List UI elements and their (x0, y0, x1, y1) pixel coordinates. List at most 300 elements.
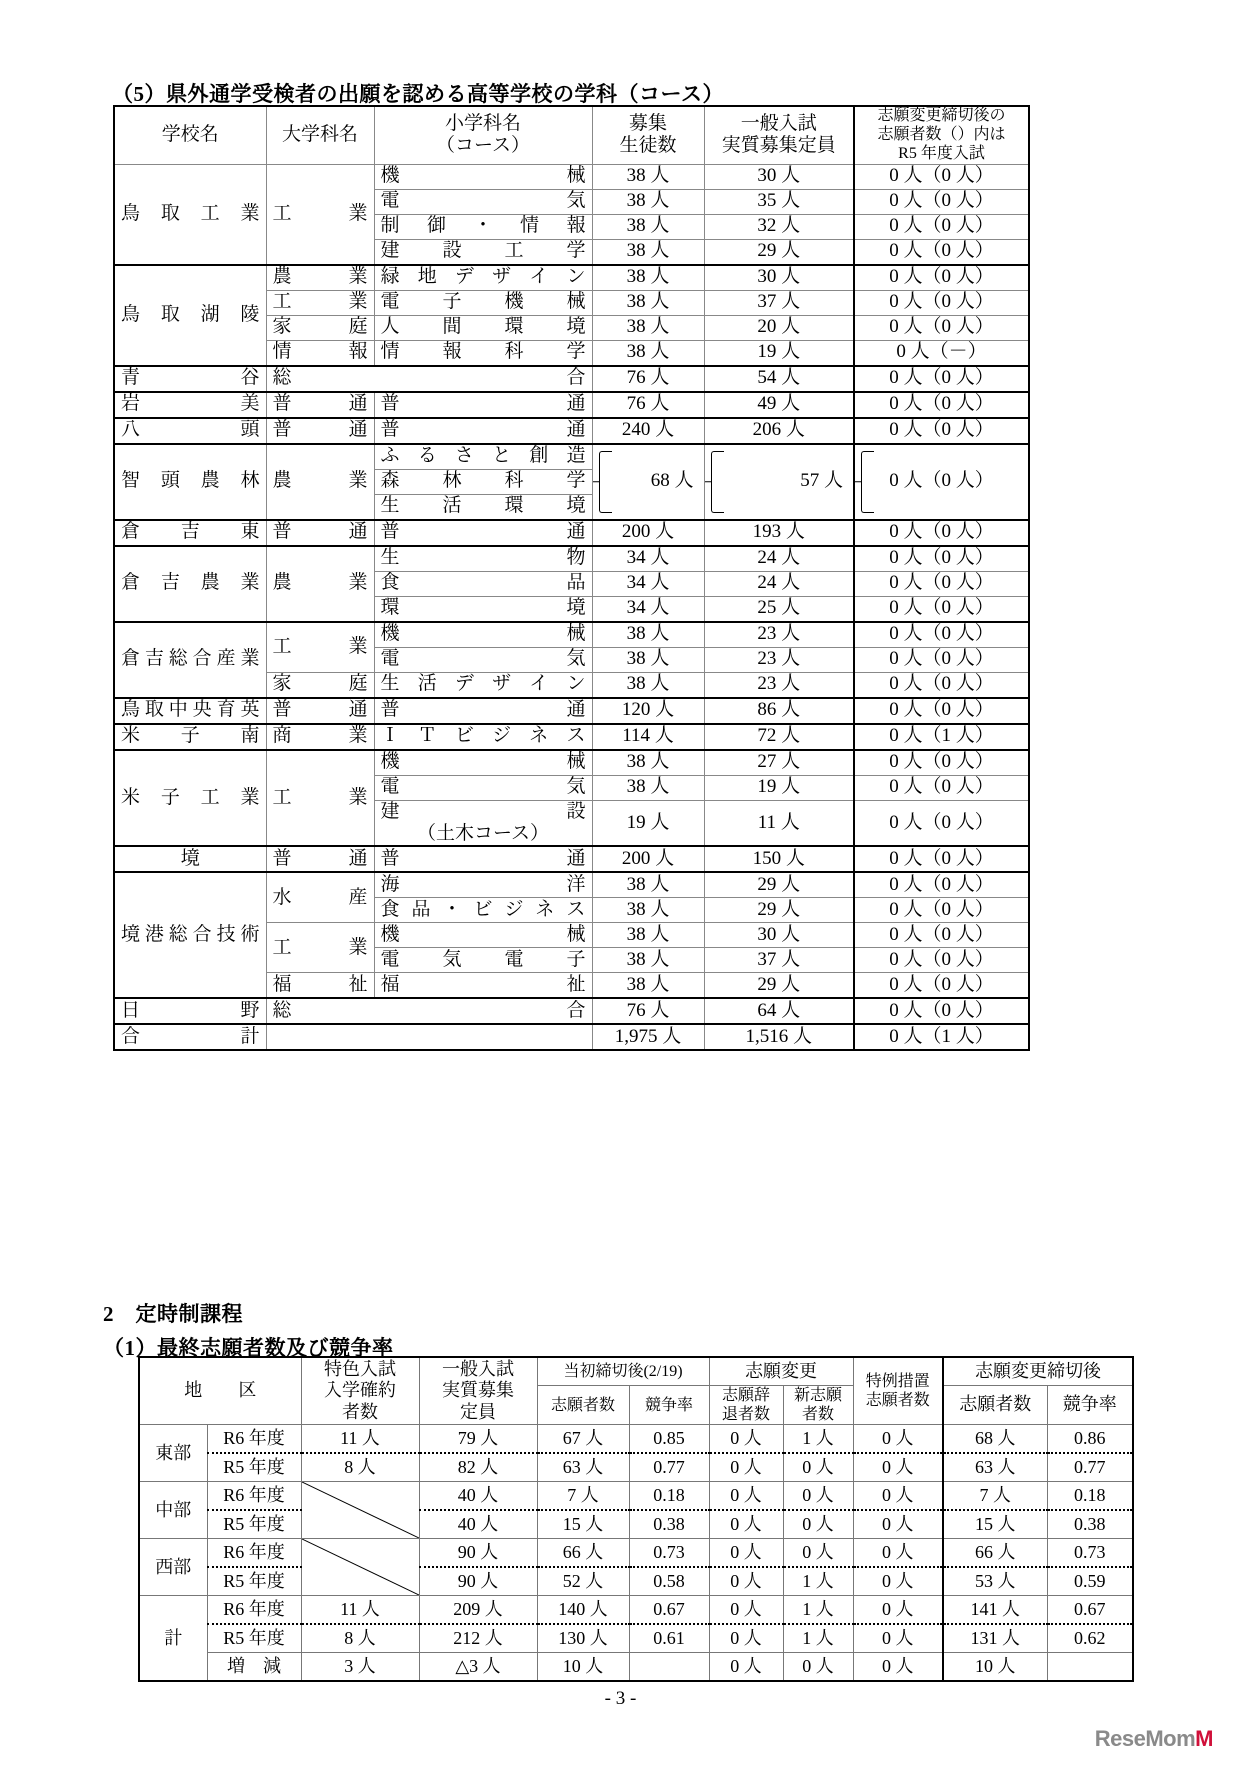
t2-cell-year: R6 年度 (207, 1482, 301, 1511)
cell-after: 0 人（0 人） (854, 800, 1029, 846)
t2-cell-withdraw: 0 人 (709, 1539, 783, 1568)
header-capacity-line1: 募集 (628, 112, 667, 134)
cell-capacity: 120 人 (592, 698, 704, 724)
cell-quota: 30 人 (704, 164, 854, 189)
header-quota-line1: 一般入試 (740, 112, 817, 134)
cell-minor: 環 境 (374, 596, 592, 622)
cell-minor: 緑 地 デ ザ イ ン (374, 265, 592, 291)
cell-minor: 生 活 デ ザ イ ン (374, 672, 592, 698)
cell-capacity: 38 人 (592, 872, 704, 898)
cell-minor: 機 械 (374, 164, 592, 189)
t2-row (139, 1624, 1133, 1653)
cell-minor: 普 通 (374, 698, 592, 724)
cell-major: 工 業 (266, 622, 374, 673)
t2-cell-final-applicants: 131 人 (943, 1624, 1047, 1653)
t2-cell-newapplicants: 1 人 (783, 1624, 853, 1653)
cell-total-blank (266, 1024, 592, 1050)
cell-capacity: 38 人 (592, 898, 704, 923)
cell-capacity: 76 人 (592, 998, 704, 1024)
t2-cell-withdraw: 0 人 (709, 1596, 783, 1625)
cell-major: 農 業 (266, 444, 374, 520)
cell-quota: 24 人 (704, 571, 854, 596)
cell-minor: 電 気 (374, 647, 592, 672)
cell-quota: 23 人 (704, 672, 854, 698)
table-row (114, 724, 1029, 750)
cell-minor: 電 気 (374, 775, 592, 800)
cell-major: 普 通 (266, 846, 374, 872)
t2-cell-tokushoku (301, 1539, 419, 1596)
cell-capacity: 19 人 (592, 800, 704, 846)
header-capacity-line2: 生徒数 (619, 135, 677, 157)
header-minor-line2: （コース） (435, 135, 531, 157)
part-time-course-applicants-table (138, 1356, 1134, 1682)
cell-school: 青 谷 (114, 366, 266, 392)
watermark-text: ReseMom (1094, 1726, 1196, 1751)
page-number: - 3 - (604, 1688, 637, 1709)
cell-school: 日 野 (114, 998, 266, 1024)
t2-cell-initial-applicants: 66 人 (537, 1539, 629, 1568)
cell-minor: 建 設 工 学 (374, 239, 592, 265)
cell-capacity: 38 人 (592, 750, 704, 776)
cell-after: 0 人（0 人） (854, 998, 1029, 1024)
table-row (114, 418, 1029, 444)
t2-cell-final-applicants: 10 人 (943, 1653, 1047, 1682)
t2-cell-ippan: △3 人 (419, 1653, 537, 1682)
cell-after: 0 人（0 人） (854, 265, 1029, 291)
cell-quota: 23 人 (704, 647, 854, 672)
table-row (114, 750, 1029, 776)
t2-cell-newapplicants: 0 人 (783, 1453, 853, 1482)
t2-cell-ippan: 40 人 (419, 1482, 537, 1511)
t2-header-newapplicants (783, 1386, 853, 1425)
t2-cell-area: 西部 (139, 1539, 207, 1596)
cell-major: 工 業 (266, 290, 374, 315)
cell-capacity: 38 人 (592, 164, 704, 189)
t2-cell-tokushoku (301, 1482, 419, 1539)
t2-row (139, 1453, 1133, 1482)
table-row (114, 698, 1029, 724)
cell-quota: 30 人 (704, 923, 854, 948)
cell-quota: 30 人 (704, 265, 854, 291)
cell-capacity: 38 人 (592, 672, 704, 698)
t2-cell-final-applicants: 7 人 (943, 1482, 1047, 1511)
cell-major: 農 業 (266, 546, 374, 622)
t2-cell-special: 0 人 (853, 1539, 943, 1568)
cell-quota: 19 人 (704, 775, 854, 800)
t2-cell-initial-ratio: 0.73 (629, 1539, 709, 1568)
t2-ippan-l3: 定員 (460, 1401, 496, 1422)
t2-row (139, 1567, 1133, 1596)
t2-header-change: 志願変更 (709, 1357, 853, 1386)
t2-cell-year: R6 年度 (207, 1539, 301, 1568)
cell-after: 0 人（0 人） (854, 872, 1029, 898)
cell-quota: 29 人 (704, 898, 854, 923)
t2-cell-ippan: 209 人 (419, 1596, 537, 1625)
cell-major: 家 庭 (266, 672, 374, 698)
t2-cell-tokushoku: 11 人 (301, 1596, 419, 1625)
cell-minor: 機 械 (374, 750, 592, 776)
t2-cell-initial-applicants: 140 人 (537, 1596, 629, 1625)
t2-withdraw-l2: 退者数 (721, 1406, 770, 1424)
cell-major: 普 通 (266, 418, 374, 444)
cell-quota: 29 人 (704, 872, 854, 898)
cell-minor: 情 報 科 学 (374, 340, 592, 366)
cell-after: 0 人（0 人） (854, 647, 1029, 672)
t2-cell-final-ratio: 0.62 (1047, 1624, 1133, 1653)
t2-cell-final-ratio: 0.73 (1047, 1539, 1133, 1568)
t2-cell-ippan: 40 人 (419, 1510, 537, 1539)
cell-total-after: 0 人（1 人） (854, 1024, 1029, 1050)
cell-minor: 普 通 (374, 520, 592, 546)
t2-cell-final-ratio: 0.18 (1047, 1482, 1133, 1511)
t2-cell-area: 中部 (139, 1482, 207, 1539)
t2-cell-final-ratio: 0.38 (1047, 1510, 1133, 1539)
t2-newapp-l2: 者数 (801, 1406, 834, 1424)
header-minor-line1: 小学科名 (444, 112, 521, 134)
section-2-1-title: （1）最終志願者数及び競争率 (103, 1336, 394, 1360)
cell-quota: 11 人 (704, 800, 854, 846)
t2-cell-withdraw: 0 人 (709, 1624, 783, 1653)
t2-cell-withdraw: 0 人 (709, 1567, 783, 1596)
t2-header-initial-applicants: 志願者数 (537, 1386, 629, 1425)
cell-quota: 206 人 (704, 418, 854, 444)
t2-cell-special: 0 人 (853, 1624, 943, 1653)
t2-cell-year: 増 減 (207, 1653, 301, 1682)
t2-cell-special: 0 人 (853, 1510, 943, 1539)
cell-minor: 電 子 機 械 (374, 290, 592, 315)
cell-quota: 86 人 (704, 698, 854, 724)
cell-capacity: 38 人 (592, 647, 704, 672)
t2-cell-final-ratio: 0.77 (1047, 1453, 1133, 1482)
cell-capacity: 38 人 (592, 340, 704, 366)
cell-quota: 37 人 (704, 290, 854, 315)
cell-school: 倉 吉 農 業 (114, 546, 266, 622)
cell-after: 0 人（0 人） (854, 698, 1029, 724)
t2-header-tokushoku (301, 1357, 419, 1425)
header-after-change (854, 106, 1029, 164)
table-row (114, 998, 1029, 1024)
t2-cell-year: R5 年度 (207, 1510, 301, 1539)
cell-capacity: 38 人 (592, 622, 704, 648)
t2-header-final-ratio: 競争率 (1047, 1386, 1133, 1425)
t2-cell-newapplicants: 0 人 (783, 1539, 853, 1568)
cell-major: 工 業 (266, 164, 374, 265)
cell-capacity: 38 人 (592, 189, 704, 214)
cell-major: 情 報 (266, 340, 374, 366)
cell-school: 智 頭 農 林 (114, 444, 266, 520)
t2-special-l2: 志願者数 (865, 1392, 930, 1410)
cell-minor: 人 間 環 境 (374, 315, 592, 340)
cell-capacity: 34 人 (592, 546, 704, 572)
cell-capacity: 76 人 (592, 366, 704, 392)
cell-school: 境 (114, 846, 266, 872)
t2-cell-initial-applicants: 7 人 (537, 1482, 629, 1511)
cell-after: 0 人（0 人） (854, 571, 1029, 596)
t2-cell-final-ratio: 0.67 (1047, 1596, 1133, 1625)
cell-after: 0 人（0 人） (854, 622, 1029, 648)
cell-minor-sub: （土木コース） (416, 823, 550, 845)
cell-minor: 普 通 (374, 846, 592, 872)
t2-cell-newapplicants: 0 人 (783, 1510, 853, 1539)
header-after-line2: 志願者数（）内は (877, 125, 1006, 143)
cell-total-quota: 1,516 人 (704, 1024, 854, 1050)
cell-major: 普 通 (266, 392, 374, 418)
cell-minor: 森 林 科 学 (374, 469, 592, 494)
cell-quota: 54 人 (704, 366, 854, 392)
t2-cell-withdraw: 0 人 (709, 1453, 783, 1482)
t2-cell-final-applicants: 15 人 (943, 1510, 1047, 1539)
cell-major: 農 業 (266, 265, 374, 291)
cell-major: 工 業 (266, 923, 374, 973)
t2-newapp-l1: 新志願 (793, 1387, 842, 1404)
cell-after: 0 人（－） (854, 340, 1029, 366)
t2-cell-initial-ratio: 0.38 (629, 1510, 709, 1539)
cell-quota: 64 人 (704, 998, 854, 1024)
header-major: 大学科名 (266, 106, 374, 164)
t2-row (139, 1425, 1133, 1454)
header-quota (704, 106, 854, 164)
t2-cell-special: 0 人 (853, 1453, 943, 1482)
cell-after: 0 人（0 人） (854, 189, 1029, 214)
cell-after: 0 人（0 人） (854, 366, 1029, 392)
t2-cell-newapplicants: 1 人 (783, 1425, 853, 1454)
t2-cell-withdraw: 0 人 (709, 1510, 783, 1539)
t2-cell-final-applicants: 68 人 (943, 1425, 1047, 1454)
cell-school: 倉 吉 東 (114, 520, 266, 546)
table-row (114, 872, 1029, 898)
cell-quota: 57 人 (704, 444, 854, 520)
cell-total-label: 合 計 (114, 1024, 266, 1050)
t2-cell-initial-applicants: 63 人 (537, 1453, 629, 1482)
cell-capacity: 38 人 (592, 775, 704, 800)
header-after-line3: R5 年度入試 (898, 144, 985, 162)
t2-cell-final-applicants: 66 人 (943, 1539, 1047, 1568)
cell-major: 普 通 (266, 520, 374, 546)
cell-quota: 23 人 (704, 622, 854, 648)
cell-quota: 29 人 (704, 239, 854, 265)
t2-header-area: 地 区 (139, 1357, 301, 1425)
t2-cell-ippan: 212 人 (419, 1624, 537, 1653)
cell-minor: 福 祉 (374, 973, 592, 999)
cell-total-capacity: 1,975 人 (592, 1024, 704, 1050)
cell-school: 岩 美 (114, 392, 266, 418)
cell-minor: 食 品 ・ ビ ジ ネ ス (374, 898, 592, 923)
cell-quota: 29 人 (704, 973, 854, 999)
cell-school: 米 子 南 (114, 724, 266, 750)
t2-ippan-l2: 実質募集 (442, 1380, 514, 1401)
cell-after: 0 人（0 人） (854, 214, 1029, 239)
t2-header-ippan (419, 1357, 537, 1425)
t2-cell-initial-ratio: 0.67 (629, 1596, 709, 1625)
t2-cell-newapplicants: 1 人 (783, 1596, 853, 1625)
table-row (114, 265, 1029, 291)
cell-after: 0 人（0 人） (854, 444, 1029, 520)
t2-ippan-l1: 一般入試 (442, 1358, 514, 1379)
cell-major: 総 合 (266, 366, 592, 392)
cell-capacity: 38 人 (592, 214, 704, 239)
cell-after: 0 人（0 人） (854, 546, 1029, 572)
brace-icon (861, 451, 874, 513)
cell-capacity: 38 人 (592, 265, 704, 291)
table-row (114, 164, 1029, 189)
cell-after: 0 人（0 人） (854, 973, 1029, 999)
cell-minor: 制 御 ・ 情 報 (374, 214, 592, 239)
t2-withdraw-l1: 志願辞 (721, 1387, 770, 1404)
t2-cell-initial-ratio: 0.18 (629, 1482, 709, 1511)
t2-cell-ippan: 79 人 (419, 1425, 537, 1454)
t2-header-initial-deadline: 当初締切後(2/19) (537, 1357, 709, 1386)
t2-cell-initial-applicants: 67 人 (537, 1425, 629, 1454)
cell-quota: 32 人 (704, 214, 854, 239)
cell-after: 0 人（0 人） (854, 923, 1029, 948)
header-school: 学校名 (114, 106, 266, 164)
cell-after: 0 人（0 人） (854, 315, 1029, 340)
t2-special-l1: 特例措置 (865, 1373, 930, 1390)
table-row (114, 366, 1029, 392)
cell-after: 0 人（0 人） (854, 750, 1029, 776)
t2-cell-special: 0 人 (853, 1596, 943, 1625)
t2-cell-newapplicants: 0 人 (783, 1482, 853, 1511)
cell-quota: 27 人 (704, 750, 854, 776)
t2-toku-l2: 入学確約 (324, 1380, 396, 1401)
cell-capacity: 38 人 (592, 948, 704, 973)
t2-header-final-applicants: 志願者数 (943, 1386, 1047, 1425)
t2-cell-year: R6 年度 (207, 1596, 301, 1625)
table-row (114, 392, 1029, 418)
cell-after: 0 人（0 人） (854, 392, 1029, 418)
table-row (114, 546, 1029, 572)
cell-minor: 電 気 (374, 189, 592, 214)
t2-toku-l1: 特色入試 (324, 1358, 396, 1379)
cell-after: 0 人（0 人） (854, 164, 1029, 189)
cell-after: 0 人（0 人） (854, 520, 1029, 546)
t2-cell-withdraw: 0 人 (709, 1482, 783, 1511)
t2-cell-year: R5 年度 (207, 1624, 301, 1653)
cell-major: 水 産 (266, 872, 374, 923)
t2-cell-tokushoku: 8 人 (301, 1453, 419, 1482)
cell-after: 0 人（0 人） (854, 948, 1029, 973)
cell-capacity: 38 人 (592, 239, 704, 265)
t2-cell-ippan: 90 人 (419, 1567, 537, 1596)
out-of-prefecture-departments-table (113, 105, 1030, 1051)
cell-quota: 37 人 (704, 948, 854, 973)
t2-cell-withdraw: 0 人 (709, 1653, 783, 1682)
cell-quota: 193 人 (704, 520, 854, 546)
cell-minor: 生 活 環 境 (374, 494, 592, 520)
table-body (114, 164, 1029, 1050)
cell-after: 0 人（0 人） (854, 596, 1029, 622)
cell-minor: 普 通 (374, 418, 592, 444)
t2-cell-year: R5 年度 (207, 1567, 301, 1596)
cell-capacity: 68 人 (592, 444, 704, 520)
cell-major: 福 祉 (266, 973, 374, 999)
cell-school: 鳥 取 中 央 育 英 (114, 698, 266, 724)
cell-capacity: 200 人 (592, 520, 704, 546)
cell-after: 0 人（0 人） (854, 672, 1029, 698)
table-row (114, 444, 1029, 470)
cell-capacity: 38 人 (592, 290, 704, 315)
t2-cell-withdraw: 0 人 (709, 1425, 783, 1454)
section-5-title: （5）県外通学受検者の出願を認める高等学校の学科（コース） (112, 82, 724, 106)
header-minor (374, 106, 592, 164)
t2-header-special (853, 1357, 943, 1425)
cell-capacity: 38 人 (592, 315, 704, 340)
cell-school: 鳥 取 工 業 (114, 164, 266, 265)
t2-cell-initial-applicants: 10 人 (537, 1653, 629, 1682)
table-row (114, 846, 1029, 872)
cell-capacity: 114 人 (592, 724, 704, 750)
cell-minor: ふ る さ と 創 造 (374, 444, 592, 470)
diagonal-strike-icon (302, 1482, 419, 1538)
table-row (114, 520, 1029, 546)
header-quota-line2: 実質募集定員 (721, 135, 836, 157)
t2-table-body (139, 1425, 1133, 1682)
watermark-accent: M (1195, 1726, 1213, 1751)
cell-after: 0 人（0 人） (854, 898, 1029, 923)
cell-minor: Ｉ Ｔ ビ ジ ネ ス (374, 724, 592, 750)
cell-minor: 海 洋 (374, 872, 592, 898)
cell-minor: 生 物 (374, 546, 592, 572)
cell-capacity: 34 人 (592, 596, 704, 622)
t2-cell-initial-applicants: 130 人 (537, 1624, 629, 1653)
t2-cell-final-ratio: 0.59 (1047, 1567, 1133, 1596)
cell-quota: 150 人 (704, 846, 854, 872)
t2-row (139, 1539, 1133, 1568)
table-row (114, 622, 1029, 648)
table-total-row (114, 1024, 1029, 1050)
t2-cell-initial-ratio: 0.61 (629, 1624, 709, 1653)
diagonal-strike-icon (302, 1539, 419, 1595)
t2-toku-l3: 者数 (342, 1401, 378, 1422)
t2-cell-tokushoku: 3 人 (301, 1653, 419, 1682)
cell-minor: 建 設 （土木コース） (374, 800, 592, 846)
section-2-title: 2 定時制課程 (103, 1302, 243, 1326)
t2-cell-initial-ratio: 0.85 (629, 1425, 709, 1454)
t2-cell-year: R5 年度 (207, 1453, 301, 1482)
t2-cell-area: 東部 (139, 1425, 207, 1482)
brace-icon (711, 451, 724, 513)
cell-minor: 普 通 (374, 392, 592, 418)
t2-cell-special: 0 人 (853, 1567, 943, 1596)
resemom-watermark (1095, 1726, 1213, 1752)
cell-school: 鳥 取 湖 陵 (114, 265, 266, 366)
header-capacity (592, 106, 704, 164)
t2-cell-special: 0 人 (853, 1482, 943, 1511)
t2-cell-final-applicants: 63 人 (943, 1453, 1047, 1482)
t2-cell-area: 計 (139, 1596, 207, 1682)
t2-cell-final-applicants: 53 人 (943, 1567, 1047, 1596)
cell-school: 米 子 工 業 (114, 750, 266, 847)
cell-quota: 25 人 (704, 596, 854, 622)
cell-after: 0 人（0 人） (854, 290, 1029, 315)
cell-capacity: 76 人 (592, 392, 704, 418)
t2-cell-newapplicants: 1 人 (783, 1567, 853, 1596)
cell-major: 商 業 (266, 724, 374, 750)
cell-major: 家 庭 (266, 315, 374, 340)
cell-minor: 電 気 電 子 (374, 948, 592, 973)
cell-after: 0 人（1 人） (854, 724, 1029, 750)
cell-quota: 20 人 (704, 315, 854, 340)
t2-cell-year: R6 年度 (207, 1425, 301, 1454)
t2-cell-initial-applicants: 15 人 (537, 1510, 629, 1539)
t2-header-initial-ratio: 競争率 (629, 1386, 709, 1425)
cell-capacity: 240 人 (592, 418, 704, 444)
cell-capacity: 38 人 (592, 973, 704, 999)
t2-cell-newapplicants: 0 人 (783, 1653, 853, 1682)
t2-header-withdraw (709, 1386, 783, 1425)
cell-after: 0 人（0 人） (854, 239, 1029, 265)
t2-cell-initial-ratio: 0.77 (629, 1453, 709, 1482)
